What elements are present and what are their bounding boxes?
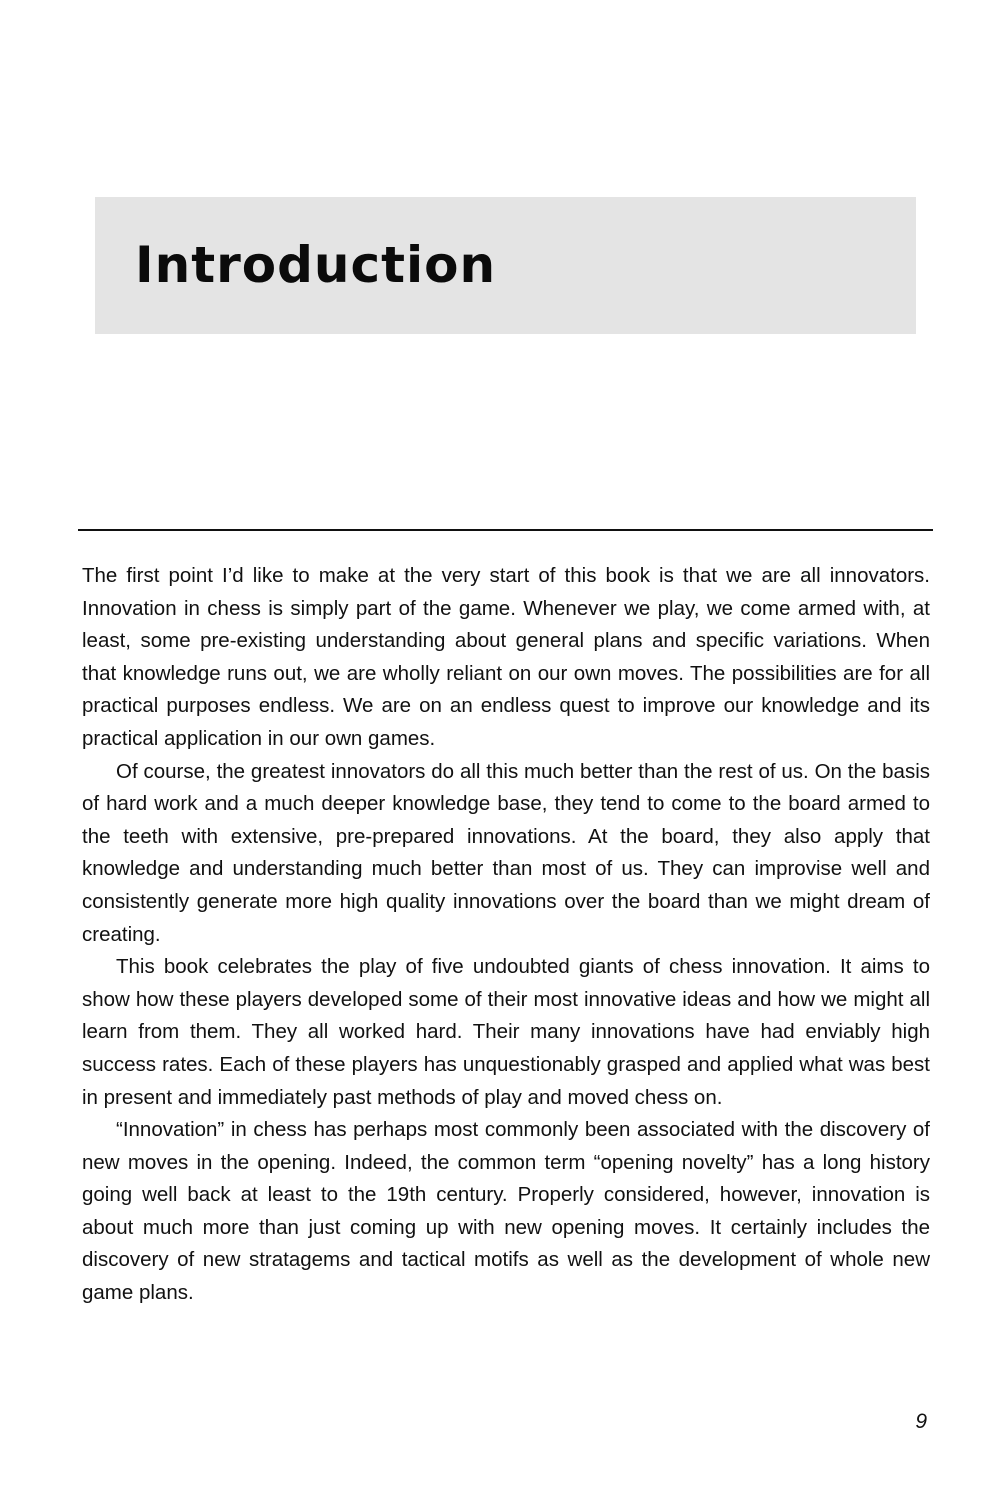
paragraph-2: Of course, the greatest innovators do all this much better than the rest of us. On the basis of hard work and a much deeper knowledge base, they tend to come to the board armed to the teeth with extensive, pre-prepared innovations. At the board, they also apply that knowledge and understanding much better than most of us. They can improvise well and consistently generate more high quality innovations over the board than we might dream of creating. xyxy=(82,759,930,946)
section-divider xyxy=(78,529,933,531)
paragraph-1: The first point I’d like to make at the very start of this book is that we are all innovators. Innovation in chess is simply part of the game. Whenever we play, we come armed with, at least, some pre-existing understanding about general plans and specific variations. When that knowledge runs out, we are wholly reliant on our own moves. The possibilities are for all practical purposes endless. We are on an endless quest to improve our knowledge and its practical application in our own games. xyxy=(82,564,930,750)
chapter-title-banner xyxy=(95,197,916,334)
body-text xyxy=(82,560,930,1310)
paragraph-4: “Innovation” in chess has perhaps most commonly been associated with the discovery of new moves in the opening. Indeed, the common term “opening novelty” has a long history going well back at least to the 19th century. Properly considered, however, innovation is about much more than just coming up with new opening moves. It certainly includes the discovery of new stratagems and tactical motifs as well as the development of whole new game plans. xyxy=(82,1118,930,1305)
chapter-title: Introduction xyxy=(135,236,497,294)
page-number: 9 xyxy=(915,1410,927,1433)
paragraph-3: This book celebrates the play of five undoubted giants of chess innovation. It aims to show how these players developed some of their most innovative ideas and how we might all learn from them. They all worked hard. Their many innovations have had enviably high success rates. Each of these players has unquestionably grasped and applied what was best in present and immediately past methods of play and moved chess on. xyxy=(82,955,930,1109)
